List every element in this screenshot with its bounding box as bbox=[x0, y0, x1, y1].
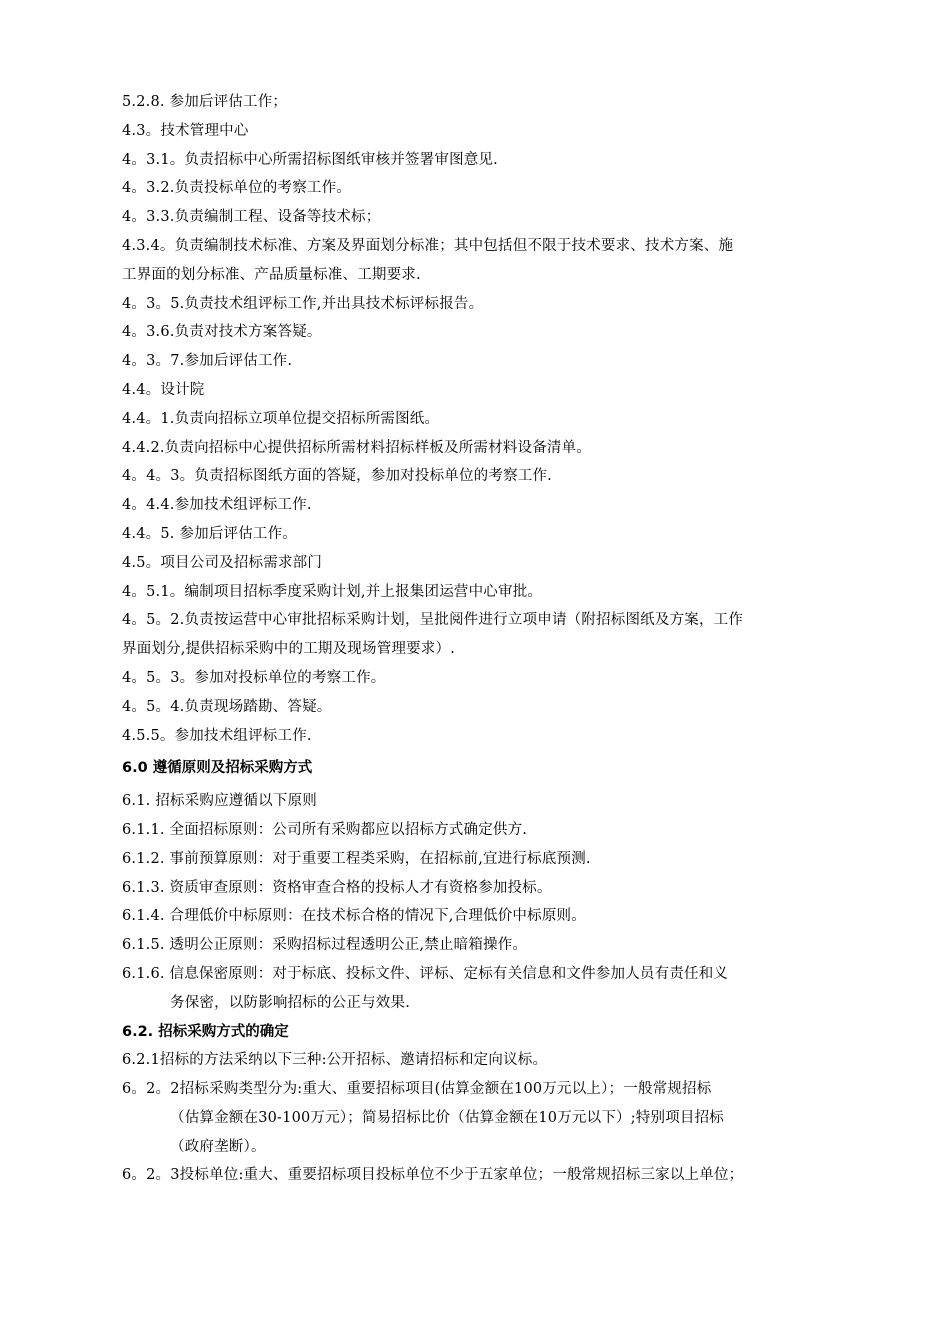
clause-5-2-8: 5.2.8. 参加后评估工作； bbox=[122, 94, 288, 110]
section-6-1-title: 6.1. 招标采购应遵循以下原则 bbox=[122, 793, 317, 810]
clause-4-5-4: 4。5。4.负责现场踏勘、答疑。 bbox=[122, 698, 332, 715]
clause-4-5-3: 4。5。3。参加对投标单位的考察工作。 bbox=[122, 669, 386, 686]
clause-6-1-5: 6.1.5. 透明公正原则：采购招标过程透明公正,禁止暗箱操作。 bbox=[122, 937, 528, 954]
clause-6-2-2-cont-2: （政府垄断）。 bbox=[170, 1138, 266, 1155]
clause-4-4-4: 4。4.4.参加技术组评标工作. bbox=[122, 497, 312, 514]
section-4-4-title: 4.4。设计院 bbox=[122, 381, 205, 398]
clause-6-2-3: 6。2。3投标单位:重大、重要招标项目投标单位不少于五家单位；一般常规招标三家以上单位； bbox=[122, 1167, 744, 1184]
clause-6-1-1: 6.1.1. 全面招标原则：公司所有采购都应以招标方式确定供方. bbox=[122, 821, 528, 838]
clause-4-5-1: 4。5.1。编制项目招标季度采购计划,并上报集团运营中心审批。 bbox=[122, 583, 543, 600]
clause-4-4-3: 4。4。3。负责招标图纸方面的答疑，参加对投标单位的考察工作. bbox=[122, 468, 552, 485]
clause-4-3-1: 4。3.1。负责招标中心所需招标图纸审核并签署审图意见. bbox=[122, 151, 498, 168]
clause-6-1-6-cont: 务保密，以防影响招标的公正与效果. bbox=[170, 994, 411, 1011]
clause-6-1-3: 6.1.3. 资质审查原则：资格审查合格的投标人才有资格参加投标。 bbox=[122, 879, 552, 896]
document-body bbox=[122, 88, 834, 1190]
section-4-3-title: 4.3。技术管理中心 bbox=[122, 122, 249, 139]
section-6-0-heading: 6.0 遵循原则及招标采购方式 bbox=[122, 760, 313, 777]
clause-6-1-2: 6.1.2. 事前预算原则：对于重要工程类采购，在招标前,宜进行标底预测. bbox=[122, 850, 591, 867]
clause-6-2-2-cont-1: （估算金额在30-100万元）；简易招标比价（估算金额在10万元以下）;特别项目招标 bbox=[170, 1109, 725, 1126]
clause-4-3-3: 4。3.3.负责编制工程、设备等技术标； bbox=[122, 209, 381, 226]
section-4-5-title: 4.5。项目公司及招标需求部门 bbox=[122, 554, 323, 571]
clause-4-3-5: 4。3。5.负责技术组评标工作,并出具技术标评标报告。 bbox=[122, 295, 484, 312]
clause-4-5-2: 4。5。2.负责按运营中心审批招标采购计划，呈批阅件进行立项申请（附招标图纸及方案，工作 bbox=[122, 612, 744, 629]
clause-4-4-1: 4.4。1.负责向招标立项单位提交招标所需图纸。 bbox=[122, 410, 440, 427]
clause-4-3-6: 4。3.6.负责对技术方案答疑。 bbox=[122, 324, 322, 341]
clause-4-4-5: 4.4。5. 参加后评估工作。 bbox=[122, 525, 298, 542]
clause-4-4-2: 4.4.2.负责向招标中心提供招标所需材料招标样板及所需材料设备清单。 bbox=[122, 439, 592, 456]
clause-4-3-7: 4。3。7.参加后评估工作. bbox=[122, 353, 293, 370]
clause-6-1-6: 6.1.6. 信息保密原则：对于标底、投标文件、评标、定标有关信息和文件参加人员有责任和义 bbox=[122, 965, 729, 982]
clause-4-5-5: 4.5.5。参加技术组评标工作. bbox=[122, 727, 312, 744]
clause-4-5-2-cont: 界面划分,提供招标采购中的工期及现场管理要求）. bbox=[122, 641, 456, 658]
clause-6-2-1: 6.2.1招标的方法采纳以下三种:公开招标、邀请招标和定向议标。 bbox=[122, 1052, 548, 1069]
clause-4-3-4-cont: 工界面的划分标准、产品质量标准、工期要求. bbox=[122, 266, 421, 283]
clause-4-3-2: 4。3.2.负责投标单位的考察工作。 bbox=[122, 180, 351, 197]
clause-4-3-4: 4.3.4。负责编制技术标准、方案及界面划分标准；其中包括但不限于技术要求、技术方案、施 bbox=[122, 237, 734, 254]
clause-6-1-4: 6.1.4. 合理低价中标原则：在技术标合格的情况下,合理低价中标原则。 bbox=[122, 908, 586, 925]
clause-6-2-2: 6。2。2招标采购类型分为:重大、重要招标项目(估算金额在100万元以上）；一般常规招标 bbox=[122, 1081, 712, 1098]
section-6-2-heading: 6.2. 招标采购方式的确定 bbox=[122, 1023, 289, 1040]
